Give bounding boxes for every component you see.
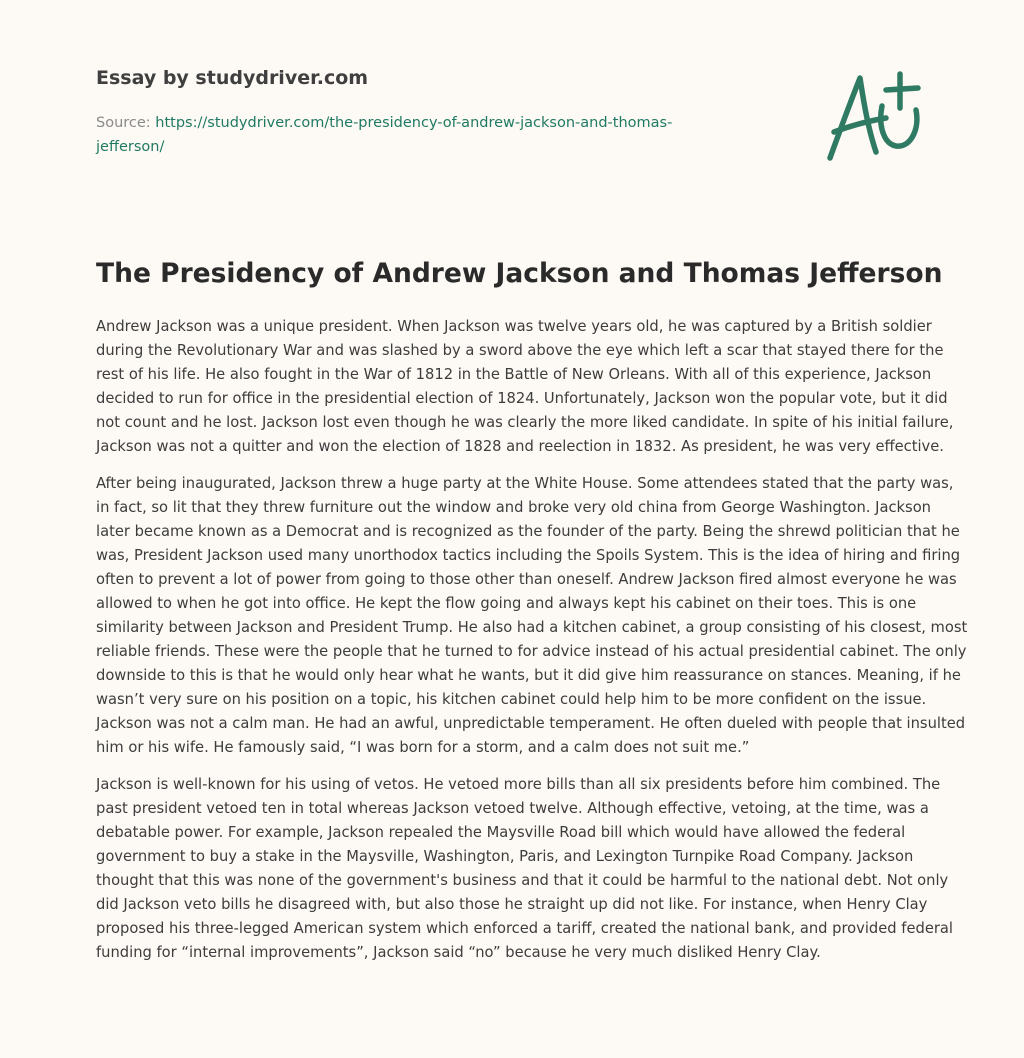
essay-header xyxy=(96,64,716,159)
source-label: Source: xyxy=(96,115,156,131)
essay-paragraph: After being inaugurated, Jackson threw a huge party at the White House. Some attendees stated that the party was, in fact, so lit that they threw furniture out the window and broke very old china from George Washington. Jackson later became known as a Democrat and is recognized as the founder of the party. Being the shrewd politician that he was, President Jackson used many unorthodox tactics including the Spoils System. This is the idea of hiring and firing often to prevent a lot of power from going to those other than oneself. Andrew Jackson fired almost everyone he was allowed to when he got into office. He kept the flow going and always kept his cabinet on their toes. This is one similarity between Jackson and President Trump. He also had a kitchen cabinet, a group consisting of his closest, most reliable friends. These were the people that he turned to for advice instead of his actual presidential cabinet. The only downside to this is that he would only hear what he wants, but it did give him reassurance on stances. Meaning, if he wasn’t very sure on his position on a topic, his kitchen cabinet could help him to be more confident on the issue. Jackson was not a calm man. He had an awful, unpredictable temperament. He often dueled with people that insulted him or his wife. He famously said, “I was born for a storm, and a calm does not suit me.” xyxy=(96,475,968,756)
essay-paragraph: Andrew Jackson was a unique president. When Jackson was twelve years old, he was captured by a British soldier during the Revolutionary War and was slashed by a sword above the eye which left a scar that stayed there for the rest of his life. He also fought in the War of 1812 in the Battle of New Orleans. With all of this experience, Jackson decided to run for office in the presidential election of 1824. Unfortunately, Jackson won the popular vote, but it did not count and he lost. Jackson lost even though he was clearly the more liked candidate. In spite of his initial failure, Jackson was not a quitter and won the election of 1828 and reelection in 1832. As president, he was very effective. xyxy=(96,318,954,455)
essay-paragraph: Jackson is well-known for his using of vetos. He vetoed more bills than all six presidents before him combined. The past president vetoed ten in total whereas Jackson vetoed twelve. Although effective, vetoing, at the time, was a debatable power. For example, Jackson repealed the Maysville Road bill which would have allowed the federal government to buy a stake in the Maysville, Washington, Paris, and Lexington Turnpike Road Company. Jackson thought that this was none of the government's business and that it could be harmful to the national debt. Not only did Jackson veto bills he disagreed with, but also those he straight up did not like. For instance, when Henry Clay proposed his three-legged American system which enforced a tariff, created the national bank, and provided federal funding for “internal improvements”, Jackson said “no” because he very much disliked Henry Clay. xyxy=(96,776,953,961)
essay-body xyxy=(96,315,968,978)
site-title: Essay by studydriver.com xyxy=(96,67,369,89)
source-link[interactable]: https://studydriver.com/the-presidency-of-andrew-jackson-and-thomas-jefferson/ xyxy=(96,115,673,155)
essay-title: The Presidency of Andrew Jackson and Thomas Jefferson xyxy=(96,258,943,289)
a-plus-grade-logo-icon xyxy=(820,66,930,166)
source-line xyxy=(96,111,716,159)
